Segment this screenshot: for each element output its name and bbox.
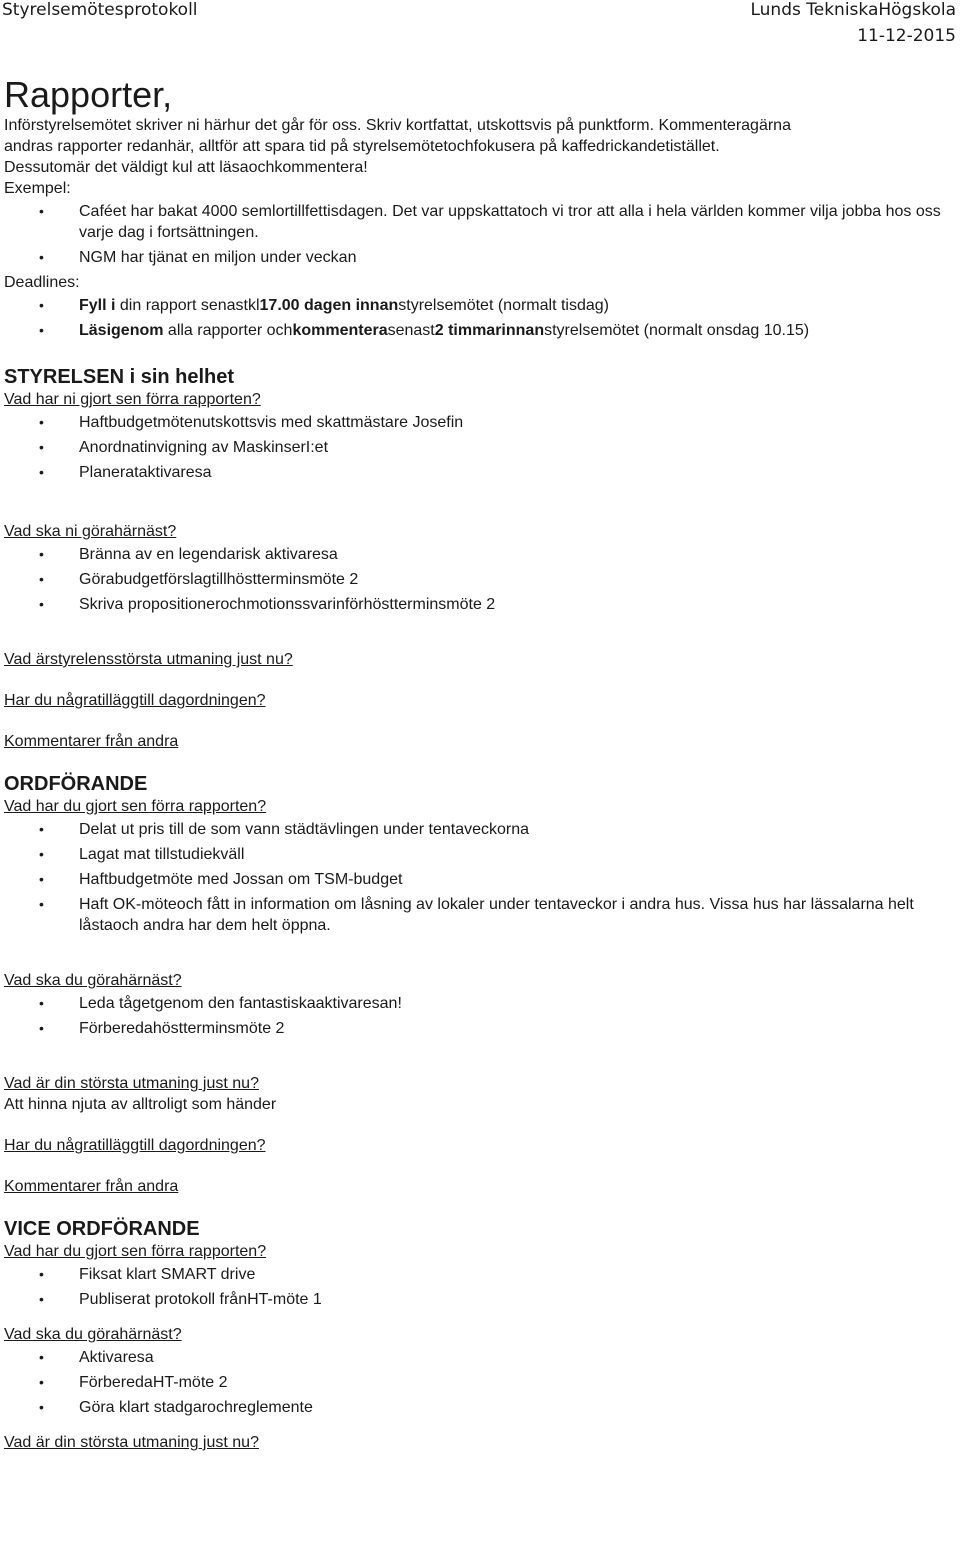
list-item: • Förberedahöstterminsmöte 2 — [4, 1018, 950, 1039]
question-agenda: Har du någratilläggtill dagordningen? — [4, 1137, 266, 1154]
deadline-comment: kommentera — [292, 322, 388, 339]
question-next: Vad ska du görahärnäst? — [4, 1326, 182, 1343]
page-title: Rapporter, — [4, 74, 173, 115]
deadline-time: 17.00 dagen innan — [259, 297, 399, 314]
header-date: 11-12-2015 — [857, 26, 956, 46]
question-challenge: Vad är din största utmaning just nu? — [4, 1075, 259, 1092]
comments-label: Kommentarer från andra — [4, 1178, 179, 1195]
deadline-time: 2 timmarinnan — [434, 322, 545, 339]
intro-line: andras rapporter redanhär, alltför att spara tid på styrelsemötetochfokusera på kaffedrickandetistället. — [4, 138, 720, 155]
next-list — [4, 1347, 950, 1418]
list-item: • Anordnatinvigning av MaskinserI:et — [4, 437, 950, 458]
deadline-item — [4, 320, 950, 341]
deadline-text: styrelsemötet (normalt onsdag 10.15) — [544, 322, 810, 339]
list-item: • NGM har tjänat en miljon under veckan — [4, 247, 950, 268]
list-item: • Haftbudgetmöte med Jossan om TSM-budget — [4, 869, 950, 890]
list-item: • Delat ut pris till de som vann städtävlingen under tentaveckorna — [4, 819, 950, 840]
list-item: • Leda tågetgenom den fantastiskaaktivaresan! — [4, 993, 950, 1014]
deadline-text: din rapport senastkl — [115, 297, 260, 314]
header-organization: Lunds TekniskaHögskola — [750, 0, 956, 20]
list-item: • Aktivaresa — [4, 1347, 950, 1368]
header-doc-title: Styrelsemötesprotokoll — [2, 0, 198, 20]
list-item: • Haftbudgetmötenutskottsvis med skattmästare Josefin — [4, 412, 950, 433]
document-body — [4, 75, 950, 1453]
section-title-ordforande: ORDFÖRANDE — [4, 773, 148, 795]
list-item: • Görabudgetförslagtillhöstterminsmöte 2 — [4, 569, 950, 590]
question-next: Vad ska du görahärnäst? — [4, 972, 182, 989]
section-title-styrelsen: STYRELSEN i sin helhet — [4, 366, 235, 388]
section-title-vice: VICE ORDFÖRANDE — [4, 1218, 200, 1240]
question-agenda: Har du någratilläggtill dagordningen? — [4, 692, 266, 709]
done-list — [4, 412, 950, 483]
list-item: • Göra klart stadgarochreglemente — [4, 1397, 950, 1418]
list-item: • FörberedaHT-möte 2 — [4, 1372, 950, 1393]
intro-line: Införstyrelsemötet skriver ni härhur det går för oss. Skriv kortfattat, utskottsvis på punktform. Kommenteragärna — [4, 117, 791, 134]
deadline-item — [4, 295, 950, 316]
list-item: • Publiserat protokoll frånHT-möte 1 — [4, 1289, 950, 1310]
question-challenge: Vad är din största utmaning just nu? — [4, 1434, 259, 1451]
question-done: Vad har du gjort sen förra rapporten? — [4, 798, 267, 815]
list-item: • Fiksat klart SMART drive — [4, 1264, 950, 1285]
deadline-fill-in: Fyll i — [79, 297, 116, 314]
question-challenge: Vad ärstyrelensstörsta utmaning just nu? — [4, 651, 293, 668]
deadline-text: alla rapporter och — [163, 322, 293, 339]
question-next: Vad ska ni görahärnäst? — [4, 523, 177, 540]
intro-line: Dessutomär det väldigt kul att läsaochkommentera! — [4, 159, 368, 176]
next-list — [4, 993, 950, 1039]
list-item: • Lagat mat tillstudiekväll — [4, 844, 950, 865]
list-item: • Skriva propositionerochmotionssvarinförhöstterminsmöte 2 — [4, 594, 950, 615]
list-item: • Planerataktivaresa — [4, 462, 950, 483]
deadlines-list — [4, 295, 950, 341]
deadline-read: Läsigenom — [79, 322, 164, 339]
done-list — [4, 819, 950, 936]
example-list — [4, 201, 950, 268]
done-list — [4, 1264, 950, 1310]
next-list — [4, 544, 950, 615]
challenge-answer: Att hinna njuta av alltroligt som händer — [4, 1096, 277, 1113]
comments-label: Kommentarer från andra — [4, 733, 179, 750]
example-label: Exempel: — [4, 180, 71, 197]
deadlines-label: Deadlines: — [4, 274, 80, 291]
question-done: Vad har ni gjort sen förra rapporten? — [4, 391, 261, 408]
list-item: • Haft OK-möteoch fått in information om låsning av lokaler under tentaveckor i andra hus. Vissa hus har lässalarna helt låstaoch andra har dem helt öppna. — [4, 894, 950, 936]
question-done: Vad har du gjort sen förra rapporten? — [4, 1243, 267, 1260]
list-item: • Bränna av en legendarisk aktivaresa — [4, 544, 950, 565]
deadline-text: styrelsemötet (normalt tisdag) — [398, 297, 609, 314]
deadline-text: senast — [387, 322, 435, 339]
list-item: • Caféet har bakat 4000 semlortillfettisdagen. Det var uppskattatoch vi tror att alla i hela världen kommer vilja jobba hos oss varje dag i fortsättningen. — [4, 201, 950, 243]
